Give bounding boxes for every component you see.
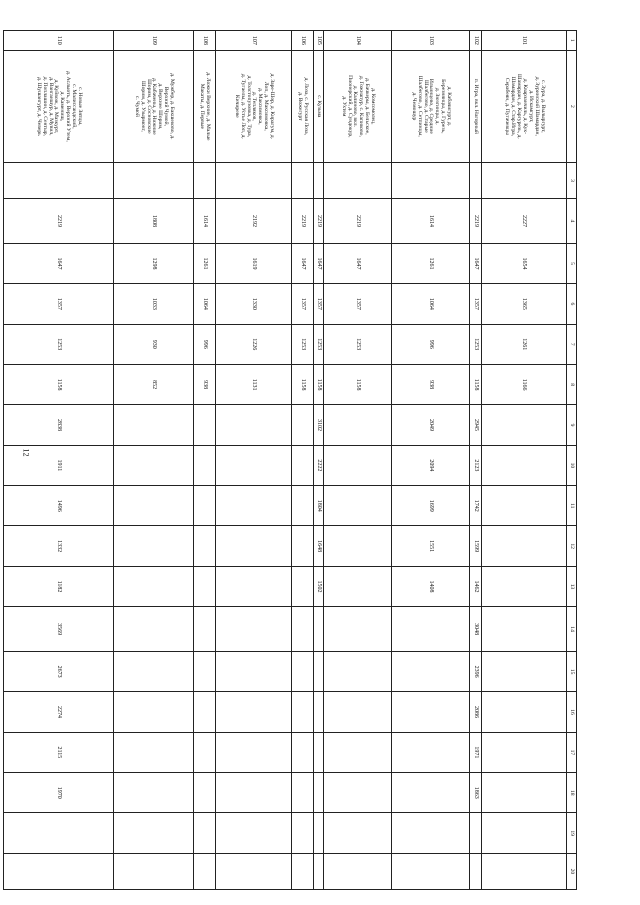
location-line: д. Ванганшур, д. Мувил,	[47, 77, 54, 136]
value-cell	[482, 445, 567, 485]
value-cell	[314, 853, 324, 889]
column-header: 7	[567, 324, 577, 364]
value-cell	[324, 163, 392, 199]
value-cell	[114, 163, 194, 199]
column-header: 13	[567, 566, 577, 606]
value-cell: 1614	[194, 199, 216, 244]
column-header: 15	[567, 651, 577, 691]
location-line: Серабеян, д. Пугачевцы	[504, 77, 511, 135]
location-line: д. Чемошур	[410, 92, 417, 121]
value-cell: 1599	[470, 526, 482, 566]
value-cell	[482, 732, 567, 772]
value-cell	[314, 651, 324, 691]
value-cell	[292, 692, 314, 732]
value-cell	[324, 405, 392, 445]
value-cell	[482, 486, 567, 526]
value-cell	[392, 813, 470, 853]
value-cell	[292, 445, 314, 485]
value-cell	[114, 853, 194, 889]
value-cell: 1158	[470, 364, 482, 404]
value-cell	[314, 607, 324, 652]
value-cell	[216, 445, 292, 485]
value-cell: 2227	[482, 199, 567, 244]
value-cell: 3102	[314, 405, 324, 445]
locations-cell	[482, 50, 567, 162]
value-cell	[194, 526, 216, 566]
value-cell: 1357	[314, 284, 324, 324]
location-line: д. Куйвож, д. Мазкурт,	[53, 79, 60, 134]
location-line: Кичиреве	[233, 94, 240, 118]
value-cell: 1158	[4, 364, 114, 404]
value-cell: 1226	[216, 324, 292, 364]
location-line: д. Ухтем	[340, 96, 347, 117]
value-cell: 3048	[470, 607, 482, 652]
value-cell	[4, 813, 114, 853]
rotated-table-container	[35, 30, 577, 890]
value-cell	[194, 853, 216, 889]
value-cell	[470, 813, 482, 853]
value-cell: 1648	[314, 526, 324, 566]
value-cell: 3569	[4, 607, 114, 652]
value-cell: 1911	[4, 445, 114, 485]
value-cell	[324, 853, 392, 889]
row-number: 102	[470, 31, 482, 51]
data-table	[3, 30, 577, 890]
value-cell: 1808	[114, 199, 194, 244]
table-row	[194, 31, 216, 890]
value-cell	[314, 732, 324, 772]
column-header: 2	[567, 50, 577, 162]
value-cell	[470, 163, 482, 199]
value-cell	[314, 813, 324, 853]
location-line: с. Малиссандский,	[71, 84, 78, 129]
column-header: 16	[567, 692, 577, 732]
column-header: 3	[567, 163, 577, 199]
value-cell	[392, 853, 470, 889]
value-cell: 1253	[470, 324, 482, 364]
value-cell: 1647	[324, 243, 392, 283]
location-line: Лоп, д. Максимовка,	[263, 81, 270, 131]
location-line: с. Зура, д. Вылыргурт,	[539, 80, 546, 133]
value-cell	[216, 566, 292, 606]
value-cell: 1742	[470, 486, 482, 526]
value-cell: 2219	[292, 199, 314, 244]
locations-cell	[392, 50, 470, 162]
value-cell: 1033	[114, 284, 194, 324]
value-cell: 1253	[324, 324, 392, 364]
column-header: 18	[567, 773, 577, 813]
value-cell: 996	[194, 324, 216, 364]
location-line: д. Аслыоть, д. Верхний Утем,	[65, 70, 72, 142]
value-cell	[292, 405, 314, 445]
value-cell	[216, 692, 292, 732]
value-cell: 996	[392, 324, 470, 364]
column-header: 6	[567, 284, 577, 324]
column-header: 14	[567, 607, 577, 652]
value-cell	[292, 773, 314, 813]
value-cell	[114, 486, 194, 526]
table-row	[470, 31, 482, 890]
value-cell	[482, 163, 567, 199]
location-line: д. Шушангурт, д. Чеверь	[35, 77, 42, 136]
location-line: д. Кабачигурт, д.	[446, 86, 453, 127]
value-cell: 1654	[482, 243, 567, 283]
value-cell	[292, 566, 314, 606]
value-cell	[324, 486, 392, 526]
value-cell	[482, 566, 567, 606]
locations-cell	[470, 50, 482, 162]
value-cell: 1182	[4, 566, 114, 606]
value-cell	[194, 651, 216, 691]
value-cell	[324, 526, 392, 566]
value-cell	[114, 445, 194, 485]
value-cell: 2673	[4, 651, 114, 691]
value-cell	[216, 486, 292, 526]
location-line: д. Лоза, с. Русская Лоза,	[303, 77, 310, 136]
value-cell	[314, 163, 324, 199]
value-cell: 930	[114, 324, 194, 364]
location-line: п. Игра, вкл. Нагорный	[473, 78, 480, 134]
value-cell	[114, 773, 194, 813]
value-cell: 1357	[292, 284, 314, 324]
value-cell	[324, 732, 392, 772]
location-line: д. Комсомолец,	[370, 88, 377, 125]
row-number: 110	[4, 31, 114, 51]
value-cell: 2219	[314, 199, 324, 244]
column-header: 20	[567, 853, 577, 889]
value-cell	[114, 813, 194, 853]
value-cell: 1496	[4, 486, 114, 526]
value-cell	[194, 773, 216, 813]
table-row	[482, 31, 567, 890]
value-cell	[324, 651, 392, 691]
value-cell: 2274	[4, 692, 114, 732]
location-line: д. Вожегурт	[297, 92, 304, 121]
page-number: 12	[21, 448, 31, 457]
value-cell	[194, 405, 216, 445]
value-cell	[194, 566, 216, 606]
table-row	[314, 31, 324, 890]
location-line: Макаты, д. Первые	[199, 83, 206, 129]
value-cell	[392, 692, 470, 732]
value-cell: 2086	[470, 692, 482, 732]
location-line: д. Поплашин, д. Сентыр,	[41, 76, 48, 136]
value-cell: 1619	[216, 243, 292, 283]
value-cell: 1551	[392, 526, 470, 566]
location-line: Шорим, д. Узырмонг,	[139, 80, 146, 132]
location-line: Верхний Чумой,	[163, 86, 170, 126]
value-cell	[194, 163, 216, 199]
location-line: д. Зюзгинцы, д.	[434, 87, 441, 125]
value-cell: 1357	[4, 284, 114, 324]
value-cell: 1462	[470, 566, 482, 606]
column-header: 12	[567, 526, 577, 566]
value-cell	[194, 692, 216, 732]
value-cell	[392, 732, 470, 772]
column-header: 19	[567, 813, 577, 853]
location-line: д. Каменищ,	[59, 91, 66, 122]
value-cell: 1166	[482, 364, 567, 404]
value-cell	[216, 732, 292, 772]
value-cell	[216, 163, 292, 199]
value-cell: 1357	[470, 284, 482, 324]
value-cell: 1298	[114, 243, 194, 283]
value-cell	[482, 651, 567, 691]
value-cell	[392, 773, 470, 813]
value-cell	[292, 526, 314, 566]
value-cell	[4, 853, 114, 889]
location-line: Березнянцы, д. Гурезь,	[440, 79, 447, 134]
column-header: 5	[567, 243, 577, 283]
value-cell: 2115	[4, 732, 114, 772]
location-line: д. Мужбер, д. Бакшеково, д.	[169, 73, 176, 140]
value-cell	[392, 651, 470, 691]
value-cell: 1365	[482, 284, 567, 324]
locations-cell	[292, 50, 314, 162]
row-number: 109	[114, 31, 194, 51]
value-cell: 1261	[194, 243, 216, 283]
column-header: 11	[567, 486, 577, 526]
value-cell	[114, 526, 194, 566]
location-line: д. Тугаелы, д. Устье Лоп, д.	[239, 73, 246, 139]
location-line: д. Бачкеры, д. Бельское,	[364, 78, 371, 135]
value-cell: 2094	[392, 445, 470, 485]
value-cell: 1863	[470, 773, 482, 813]
value-cell: 1253	[4, 324, 114, 364]
value-cell	[194, 732, 216, 772]
location-line: Шалбегово, д. Сетпинцы,	[416, 75, 423, 137]
value-cell: 1970	[4, 773, 114, 813]
table-row	[4, 31, 114, 890]
value-cell	[482, 813, 567, 853]
value-cell	[482, 405, 567, 445]
row-number: 106	[292, 31, 314, 51]
table-row	[392, 31, 470, 890]
location-line: Пионерский, д. Сундокур,	[346, 75, 353, 138]
value-cell	[292, 813, 314, 853]
column-header: 10	[567, 445, 577, 485]
row-number: 107	[216, 31, 292, 51]
table-row	[114, 31, 194, 890]
value-cell: 1699	[392, 486, 470, 526]
value-cell: 1158	[314, 364, 324, 404]
value-cell	[194, 486, 216, 526]
value-cell	[216, 773, 292, 813]
location-line: Шалбегово, д. Старые	[422, 79, 429, 133]
value-cell	[292, 163, 314, 199]
location-line: д. Максимовка,	[257, 88, 264, 125]
value-cell: 1647	[470, 243, 482, 283]
value-cell	[314, 773, 324, 813]
location-line: д. Ложки Верхние, д. Малые	[205, 72, 212, 141]
value-cell	[324, 692, 392, 732]
locations-cell	[216, 50, 292, 162]
value-cell	[482, 853, 567, 889]
column-header: 17	[567, 732, 577, 772]
value-cell: 852	[114, 364, 194, 404]
location-line: д. Заре-Шор, д. Кирагум, д.	[269, 73, 276, 140]
location-line: д. Толстопузовка, д. Тура,	[245, 75, 252, 138]
value-cell	[292, 486, 314, 526]
value-cell	[324, 813, 392, 853]
value-cell: 1253	[314, 324, 324, 364]
table-body	[4, 31, 567, 890]
value-cell: 1261	[482, 324, 567, 364]
value-cell	[114, 607, 194, 652]
location-line: д. Зуринский Шамардан,	[533, 76, 540, 136]
value-cell	[314, 692, 324, 732]
value-cell	[194, 445, 216, 485]
location-line: Шамардан, д. Стар.Игра,	[510, 76, 517, 137]
value-cell	[482, 692, 567, 732]
location-line: д. Калиново, вкл.	[352, 85, 359, 127]
value-cell: 2049	[392, 405, 470, 445]
row-number: 108	[194, 31, 216, 51]
location-line: с. Чумой	[133, 95, 140, 117]
value-cell	[216, 813, 292, 853]
value-cell	[324, 445, 392, 485]
value-cell	[292, 607, 314, 652]
locations-cell	[4, 50, 114, 162]
header-row	[567, 31, 577, 890]
table-row	[292, 31, 314, 890]
value-cell: 2838	[4, 405, 114, 445]
location-line: д. Кабачены, д. Нижние	[151, 77, 158, 135]
value-cell: 1804	[314, 486, 324, 526]
value-cell: 2219	[324, 199, 392, 244]
value-cell: 1332	[4, 526, 114, 566]
value-cell: 1261	[392, 243, 470, 283]
value-cell: 1408	[392, 566, 470, 606]
location-line: с. Кузьма	[316, 95, 323, 118]
location-line: Шорим, д. Сосновские	[145, 79, 152, 134]
column-header: 4	[567, 199, 577, 244]
value-cell: 1357	[324, 284, 392, 324]
location-line: Ильинцево, д. Средние	[428, 78, 435, 134]
value-cell: 1158	[292, 364, 314, 404]
location-line: д. Кварзанчиль, д. Кук-	[521, 78, 528, 134]
table-row	[324, 31, 392, 890]
value-cell: 1502	[314, 566, 324, 606]
value-cell	[114, 405, 194, 445]
value-cell: 1614	[392, 199, 470, 244]
value-cell: 1253	[292, 324, 314, 364]
location-line: д. Гожнапур, с. Капиково,	[358, 75, 365, 137]
locations-cell	[314, 50, 324, 162]
value-cell	[114, 732, 194, 772]
value-cell	[216, 651, 292, 691]
value-cell	[292, 853, 314, 889]
value-cell	[194, 813, 216, 853]
location-line: с. Новые Зятцы,	[76, 87, 83, 126]
value-cell	[4, 163, 114, 199]
value-cell: 1064	[194, 284, 216, 324]
value-cell	[194, 607, 216, 652]
column-header: 1	[567, 31, 577, 51]
value-cell	[470, 853, 482, 889]
value-cell: 1158	[324, 364, 392, 404]
value-cell	[324, 773, 392, 813]
value-cell	[114, 692, 194, 732]
location-line: д. Верхнее Шорим,	[157, 83, 164, 130]
value-cell: 2123	[470, 445, 482, 485]
value-cell: 1971	[470, 732, 482, 772]
value-cell: 2396	[470, 651, 482, 691]
table-row	[216, 31, 292, 890]
column-header: 8	[567, 364, 577, 404]
value-cell: 2219	[4, 199, 114, 244]
row-number: 104	[324, 31, 392, 51]
value-cell: 2219	[470, 199, 482, 244]
value-cell	[216, 853, 292, 889]
row-number: 101	[482, 31, 567, 51]
location-line: д. Искамгурт,	[527, 90, 534, 123]
value-cell	[114, 566, 194, 606]
column-header: 9	[567, 405, 577, 445]
location-line: д. Тепляков,	[251, 91, 258, 121]
value-cell	[324, 566, 392, 606]
value-cell	[482, 607, 567, 652]
value-cell: 2192	[216, 199, 292, 244]
location-line: Шамардан, д. Каргурезь, д.	[516, 73, 523, 139]
value-cell: 1647	[292, 243, 314, 283]
value-cell: 1064	[392, 284, 470, 324]
value-cell	[216, 607, 292, 652]
value-cell	[292, 651, 314, 691]
value-cell	[216, 405, 292, 445]
locations-cell	[324, 50, 392, 162]
value-cell: 938	[392, 364, 470, 404]
value-cell	[482, 773, 567, 813]
locations-cell	[194, 50, 216, 162]
value-cell: 2222	[314, 445, 324, 485]
row-number: 105	[314, 31, 324, 51]
value-cell: 1647	[314, 243, 324, 283]
value-cell	[392, 163, 470, 199]
value-cell	[324, 607, 392, 652]
value-cell	[482, 526, 567, 566]
value-cell: 2945	[470, 405, 482, 445]
locations-cell	[114, 50, 194, 162]
value-cell	[216, 526, 292, 566]
value-cell	[114, 651, 194, 691]
value-cell: 1131	[216, 364, 292, 404]
value-cell: 1330	[216, 284, 292, 324]
value-cell	[392, 607, 470, 652]
row-number: 103	[392, 31, 470, 51]
value-cell: 938	[194, 364, 216, 404]
value-cell	[292, 732, 314, 772]
value-cell: 1647	[4, 243, 114, 283]
